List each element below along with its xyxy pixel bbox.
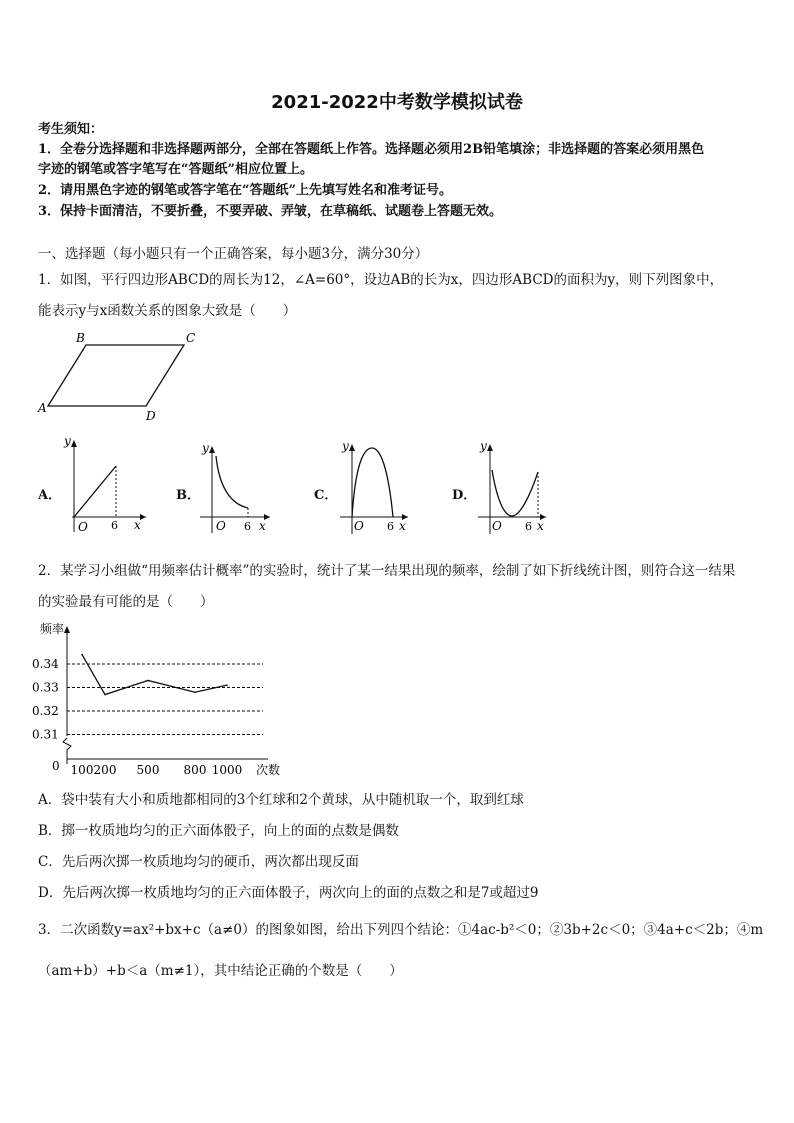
data-point — [226, 684, 228, 686]
svg-text:O: O — [354, 519, 364, 533]
q3-line2: （am+b）+b＜a（m≠1），其中结论正确的个数是（ ） — [38, 963, 403, 979]
notice-item-2: 2．请用黑色字迹的钢笔或答字笔在“答题纸”上先填写姓名和准考证号。 — [38, 183, 453, 198]
q1-option-b: B． — [176, 488, 200, 503]
q1-line1: 1．如图，平行四边形ABCD的周长为12，∠A=60°，设边AB的长为x，四边形ABCD的面积为y，则下列图象中， — [38, 272, 724, 288]
svg-text:x: x — [399, 519, 406, 533]
y-tick-label: 0.33 — [32, 680, 59, 695]
q2-line2: 的实验最有可能的是（ ） — [38, 594, 214, 610]
y-tick-label: 0.32 — [32, 704, 59, 718]
graph-c — [338, 436, 413, 538]
frequency-line-chart — [30, 618, 300, 783]
svg-text:6: 6 — [244, 520, 251, 533]
y-tick-label: 0.34 — [32, 657, 59, 671]
y-tick-label: 0.31 — [32, 727, 59, 742]
q2-option-c: C．先后两次掷一枚质地均匀的硬币，两次都出现反面 — [38, 854, 359, 870]
notice-item-1-cont: 字迹的钢笔或答字笔写在“答题纸”相应位置上。 — [38, 162, 313, 177]
data-point — [194, 691, 196, 693]
x-tick-label: 1000 — [211, 763, 243, 777]
page-title: 2021-2022中考数学模拟试卷 — [271, 92, 523, 113]
notice-heading: 考生须知： — [38, 122, 104, 137]
label-d: D — [146, 409, 156, 423]
x-tick-label: 100 — [70, 763, 94, 777]
x-tick-label: 800 — [183, 763, 207, 777]
svg-text:y: y — [342, 439, 349, 453]
notice-item-1: 1．全卷分选择题和非选择题两部分，全部在答题纸上作答。选择题必须用2B铅笔填涂；非选择题的答案必须用黑色 — [38, 142, 705, 157]
q2-option-d: D．先后两次掷一枚质地均匀的正六面体骰子，两次向上的面的点数之和是7或超过9 — [38, 885, 539, 901]
notice-item-3: 3．保持卡面清洁，不要折叠，不要弄破、弄皱，在草稿纸、试题卷上答题无效。 — [38, 204, 503, 219]
svg-text:y: y — [202, 441, 209, 455]
q2-option-b: B．掷一枚质地均匀的正六面体骰子，向上的面的点数是偶数 — [38, 823, 399, 839]
q2-option-a: A．袋中装有大小和质地都相同的3个红球和2个黄球，从中随机取一个，取到红球 — [38, 792, 524, 808]
label-b: B — [76, 331, 85, 345]
section-heading: 一、选择题（每小题只有一个正确答案，每小题3分，满分30分） — [38, 246, 429, 262]
chart-xlabel: 次数 — [256, 763, 281, 777]
q1-option-a: A． — [38, 488, 62, 503]
data-point — [147, 680, 149, 682]
graph-d — [476, 436, 551, 538]
graph-b — [198, 438, 278, 538]
frequency-series-line — [82, 655, 227, 695]
svg-text:O: O — [78, 520, 88, 534]
svg-text:x: x — [537, 519, 544, 533]
label-a: A — [38, 401, 47, 415]
q3-line1: 3．二次函数y=ax²+bx+c（a≠0）的图象如图，给出下列四个结论：①4ac-b²＜0；②3b+2c＜0；③4a+c＜2b；④m — [38, 922, 764, 938]
svg-text:x: x — [259, 519, 266, 533]
svg-text:y: y — [480, 439, 487, 453]
x-tick-label: 200 — [93, 763, 117, 777]
chart-ylabel: 频率 — [40, 622, 65, 636]
q1-option-c: C． — [314, 488, 338, 503]
q1-option-d: D． — [452, 488, 477, 503]
svg-text:6: 6 — [111, 519, 118, 532]
data-point — [104, 694, 106, 696]
svg-text:O: O — [216, 519, 226, 533]
svg-text:x: x — [134, 518, 141, 532]
data-point — [81, 654, 83, 656]
x-tick-label: 500 — [136, 763, 160, 777]
svg-text:6: 6 — [525, 520, 532, 533]
q2-line1: 2．某学习小组做“用频率估计概率”的实验时，统计了某一结果出现的频率，绘制了如下折线统计图，则符合这一结果 — [38, 563, 736, 579]
parallelogram-figure — [36, 328, 206, 428]
graph-a — [60, 432, 150, 537]
svg-text:y: y — [64, 434, 71, 448]
q1-line2: 能表示y与x函数关系的图象大致是（ ） — [38, 303, 297, 319]
svg-text:O: O — [492, 519, 502, 533]
svg-text:6: 6 — [387, 520, 394, 533]
label-c: C — [186, 331, 196, 345]
chart-origin: 0 — [52, 759, 60, 773]
